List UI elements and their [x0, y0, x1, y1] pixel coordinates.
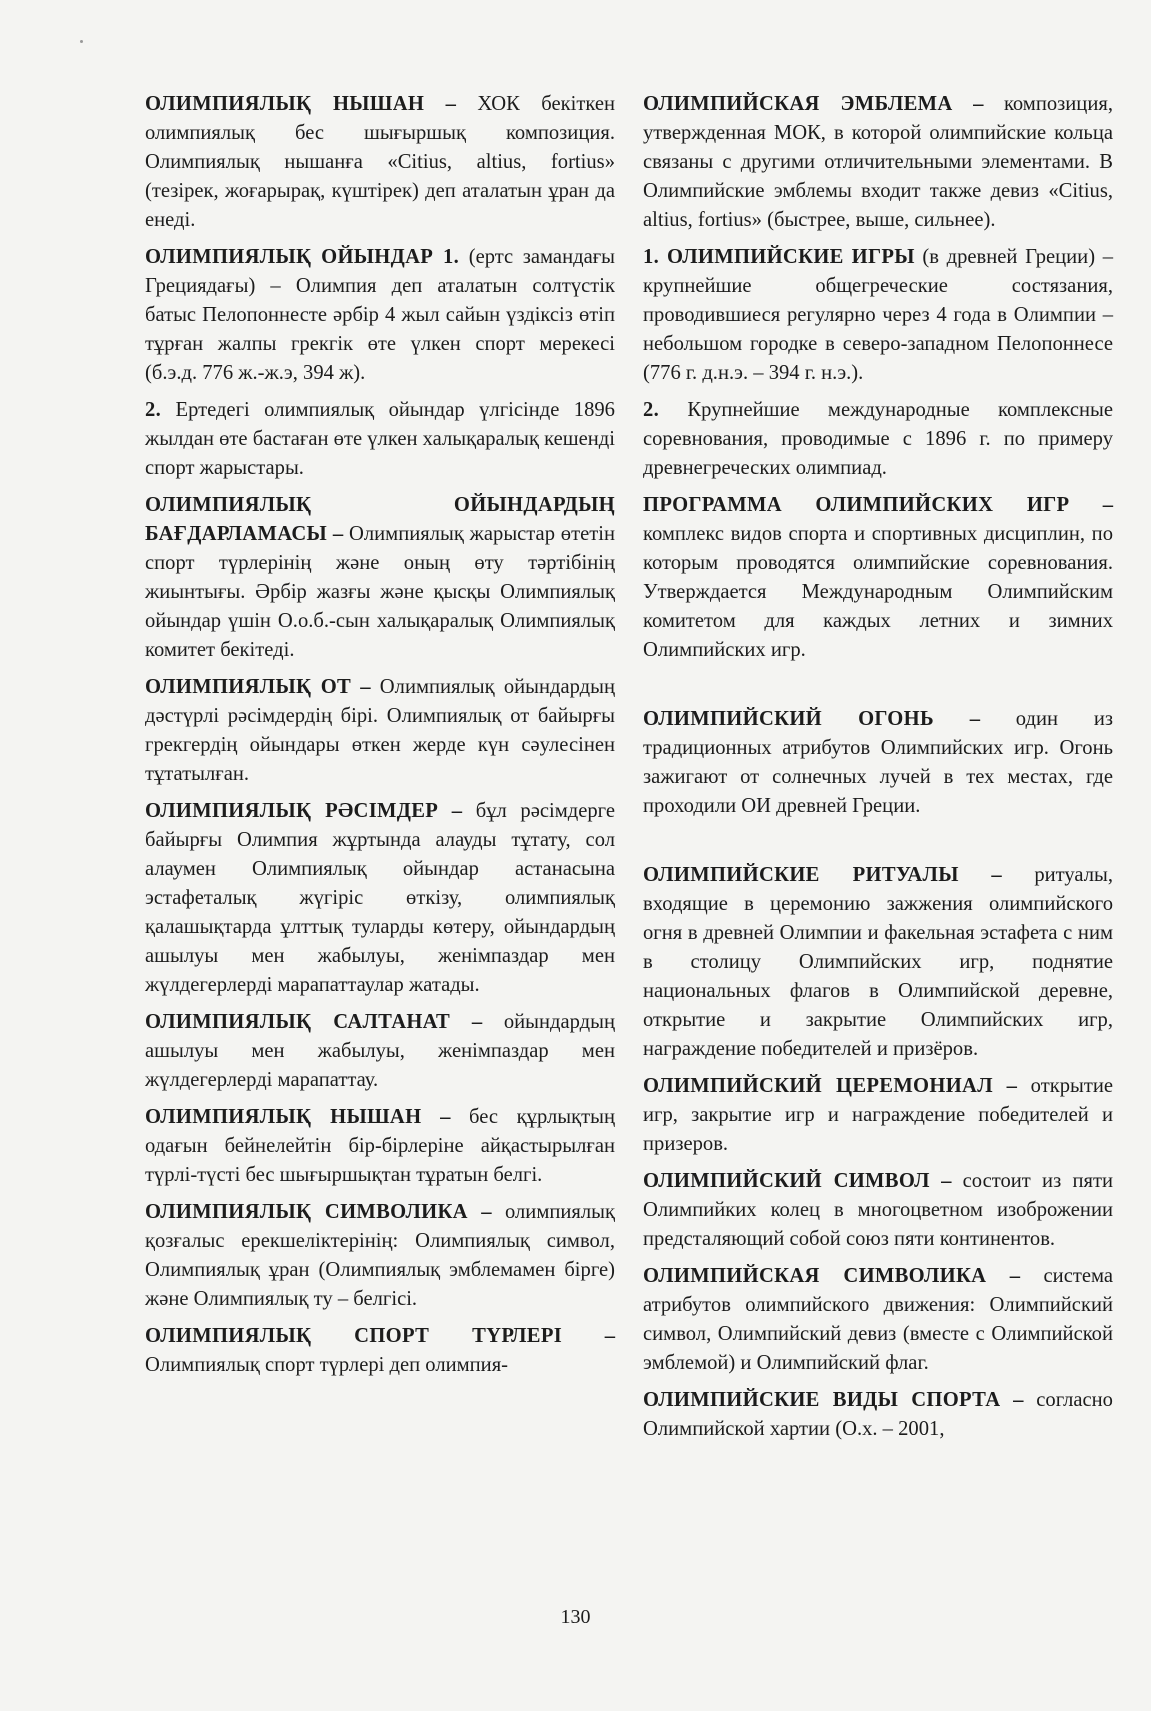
entry: ОЛИМПИЙСКИЙ СИМВОЛ – состоит из пяти Олимпийких колец в многоцветном изоброжении предсталяющий собой союз пяти континентов. [643, 1170, 1113, 1250]
entry-body: Олимпиялық ойындардың дәстүрлі рәсімдердің бірі. Олимпиялық от байырғы грекгердің ойындары өткен жерде күн сәулесінен тұтатылған. [145, 676, 615, 785]
entry-body: ритуалы, входящие в церемонию зажжения олимпийского огня в древней Олимпии и факельная эстафета с ним в столицу Олимпийских игр, поднятие национальных флагов в Олимпийской деревне, открытие и закрытие Олимпийских игр, награждение победителей и призёров. [643, 864, 1113, 1060]
entry-term: ОЛИМПИЙСКИЕ РИТУАЛЫ [643, 864, 959, 886]
entry: ОЛИМПИЙСКИЙ ЦЕРЕМОНИАЛ – открытие игр, закрытие игр и награждение победителей и призеров. [643, 1075, 1113, 1155]
entry-term: 1. ОЛИМПИЙСКИЕ ИГРЫ [643, 246, 915, 268]
entry-body: композиция, утвержденная МОК, в которой олимпийские кольца связаны с другими отличительными элементами. В Олимпийские эмблемы входит также девиз «Citius, altius, fortius» (быстрее, выше, сильнее). [643, 93, 1113, 231]
entry-term: ПРОГРАММА ОЛИМПИЙСКИХ ИГР [643, 494, 1070, 516]
entry-term: ОЛИМПИЯЛЫҚ ОТ [145, 676, 352, 698]
entry-body: система атрибутов олимпийского движения: Олимпийский символ, Олимпийский девиз (вместе с Олимпийской эмблемой) и Олимпийский флаг. [643, 1265, 1114, 1374]
entry-body: ойындардың ашылуы мен жабылуы, женімпаздар мен жүлдегерлерді марапаттау. [145, 1011, 616, 1091]
entry: ОЛИМПИЯЛЫҚ ОЙЫНДАРДЫҢ БАҒДАРЛАМАСЫ – Олимпиялық жарыстар өтетін спорт түрлерінің және оның өту тәртібінің жиынтығы. Әрбір жазғы және қысқы Олимпиялық ойындар үшін О.о.б.-сын халықаралық Олимпиялық комитет бекітеді. [145, 494, 615, 661]
entry: ОЛИМПИЙСКАЯ СИМВОЛИКА – система атрибутов олимпийского движения: Олимпийский символ, Олимпийский девиз (вместе с Олимпийской эмблемой) и Олимпийский флаг. [643, 1265, 1114, 1374]
entry: ОЛИМПИЙСКАЯ ЭМБЛЕМА – композиция, утвержденная МОК, в которой олимпийские кольца связаны с другими отличительными элементами. В Олимпийские эмблемы входит также девиз «Citius, altius, fortius» (быстрее, выше, сильнее). [643, 93, 1113, 231]
entry: ОЛИМПИЯЛЫҚ СПОРТ ТҮРЛЕРІ – Олимпиялық спорт түрлері деп олимпия- [145, 1325, 615, 1376]
entry-body: Крупнейшие международные комплексные соревнования, проводимые с 1896 г. по примеру древнегреческих олимпиад. [643, 399, 1113, 479]
entry-term: ОЛИМПИЙСКИЙ ЦЕРЕМОНИАЛ [643, 1075, 993, 1097]
entry-term: ОЛИМПИЙСКИЙ ОГОНЬ [643, 708, 934, 730]
entry-term: ОЛИМПИЙСКИЕ ВИДЫ СПОРТА [643, 1389, 1001, 1411]
entry-body: Ертедегі олимпиялық ойындар үлгісінде 1896 жылдан өте бастаған өте үлкен халықаралық кешенді спорт жарыстары. [145, 399, 615, 479]
entry-term: ОЛИМПИЯЛЫҚ ОЙЫНДАРДЫҢ БАҒДАРЛАМАСЫ [145, 494, 615, 545]
entry-body: (в древней Греции) – крупнейшие общегреческие состязания, проводившиеся регулярно через 4 года в Олимпии – небольшом городке в северо-западном Пелопоннесе (776 г. д.н.э. – 394 г. н.э.). [643, 246, 1113, 384]
entry [145, 396, 615, 483]
left-column [145, 90, 615, 1640]
entry-body: Олимпиялық спорт түрлері деп олимпия- [145, 1354, 509, 1376]
entry-body: открытие игр, закрытие игр и награждение победителей и призеров. [643, 1075, 1113, 1155]
entry-term: 2. [145, 399, 162, 421]
entry-term: ОЛИМПИЯЛЫҚ САЛТАНАТ [145, 1011, 451, 1033]
entry: ОЛИМПИЙСКИЕ РИТУАЛЫ – ритуалы, входящие в церемонию зажжения олимпийского огня в древней Олимпии и факельная эстафета с ним в столицу Олимпийских игр, поднятие национальных флагов в Олимпийской деревне, открытие и закрытие Олимпийских игр, награждение победителей и призёров. [643, 864, 1113, 1060]
entry-term: ОЛИМПИЯЛЫҚ НЫШАН [145, 1106, 422, 1128]
entry [643, 396, 1113, 483]
entry [643, 243, 1113, 388]
entry-body: олимпиялық қозғалыс ерекшеліктерінің: Олимпиялық символ, Олимпиялық ұран (Олимпиялық эмблемамен бірге) және Олимпиялық ту – белгісі. [145, 1201, 615, 1310]
entry-term: ОЛИМПИЯЛЫҚ СИМВОЛИКА [145, 1201, 468, 1223]
entry: ОЛИМПИЯЛЫҚ РӘСІМДЕР – бұл рәсімдерге байырғы Олимпия жұртында алауды тұтату, сол алаумен Олимпиялық ойындар астанасына эстафеталық жүгіріс өткізу, олимпиялық қалашықтарда ұлттық туларды көтеру, ойындардың ашылуы мен жабылуы, женімпаздар мен жүлдегерлерді марапаттаулар жатады. [145, 800, 615, 996]
entry-body: (ертс замандағы Грециядағы) – Олимпия деп аталатын солтүстік батыс Пелопоннесте әрбір 4 жыл сайын үздіксіз өтіп тұрған жалпы грекгік өте үлкен спорт мерекесі (б.э.д. 776 ж.-ж.э, 394 ж). [145, 246, 615, 384]
entry-body: согласно Олимпийской хартии (О.х. – 2001, [643, 1389, 1113, 1440]
entry-body: состоит из пяти Олимпийких колец в многоцветном изоброжении предсталяющий собой союз пяти континентов. [643, 1170, 1113, 1250]
entry: ОЛИМПИЙСКИЙ ОГОНЬ – один из традиционных атрибутов Олимпийских игр. Огонь зажигают от солнечных лучей в тех местах, где проходили ОИ древней Греции. [643, 708, 1113, 817]
entry: ОЛИМПИЯЛЫҚ ОТ – Олимпиялық ойындардың дәстүрлі рәсімдердің бірі. Олимпиялық от байырғы грекгердің ойындары өткен жерде күн сәулесінен тұтатылған. [145, 676, 615, 785]
entry-body: один из традиционных атрибутов Олимпийских игр. Огонь зажигают от солнечных лучей в тех местах, где проходили ОИ древней Греции. [643, 708, 1113, 817]
entry: ОЛИМПИЯЛЫҚ НЫШАН – бес құрлықтың одағын бейнелейтін бір-бірлеріне айқастырылған түрлі-түсті бес шығыршықтан тұратын белгі. [145, 1106, 615, 1186]
entry-body: бес құрлықтың одағын бейнелейтін бір-бірлеріне айқастырылған түрлі-түсті бес шығыршықтан тұратын белгі. [145, 1106, 615, 1186]
entry-term: ОЛИМПИЯЛЫҚ НЫШАН [145, 93, 425, 115]
page-number: 130 [560, 1606, 591, 1628]
entry: ОЛИМПИЯЛЫҚ НЫШАН – ХОК бекіткен олимпиялық бес шығыршық композиция. Олимпиялық нышанға «Citius, altius, fortius» (тезірек, жоғарырақ, күштірек) деп аталатын ұран да енеді. [145, 93, 616, 231]
entry: ОЛИМПИЯЛЫҚ САЛТАНАТ – ойындардың ашылуы мен жабылуы, женімпаздар мен жүлдегерлерді марапаттау. [145, 1011, 616, 1091]
entry: ПРОГРАММА ОЛИМПИЙСКИХ ИГР – комплекс видов спорта и спортивных дисциплин, по которым проводятся олимпийские соревнования. Утверждается Международным Олимпийским комитетом для каждых летних и зимних Олимпийских игр. [643, 494, 1113, 661]
entry-term: ОЛИМПИЯЛЫҚ СПОРТ ТҮРЛЕРІ [145, 1325, 563, 1347]
entry-body: комплекс видов спорта и спортивных дисциплин, по которым проводятся олимпийские соревнования. Утверждается Международным Олимпийским комитетом для каждых летних и зимних Олимпийских игр. [643, 523, 1113, 661]
entry-term: ОЛИМПИЙСКИЙ СИМВОЛ [643, 1170, 930, 1192]
right-column [643, 90, 1113, 1640]
entry: ОЛИМПИЙСКИЕ ВИДЫ СПОРТА – согласно Олимпийской хартии (О.х. – 2001, [643, 1389, 1113, 1440]
entry-term: ОЛИМПИЯЛЫҚ ОЙЫНДАР 1. [145, 246, 460, 268]
entry-term: 2. [643, 399, 660, 421]
entry-term: ОЛИМПИЙСКАЯ ЭМБЛЕМА [643, 93, 953, 115]
entry-body: бұл рәсімдерге байырғы Олимпия жұртында алауды тұтату, сол алаумен Олимпиялық ойындар астанасына эстафеталық жүгіріс өткізу, олимпиялық қалашықтарда ұлттық туларды көтеру, ойындардың ашылуы мен жабылуы, женімпаздар мен жүлдегерлерді марапаттаулар жатады. [145, 800, 615, 996]
page-speck [80, 40, 83, 43]
dictionary-page [145, 90, 1113, 1640]
entry-term: ОЛИМПИЙСКАЯ СИМВОЛИКА [643, 1265, 987, 1287]
entry-body: ХОК бекіткен олимпиялық бес шығыршық композиция. Олимпиялық нышанға «Citius, altius, fortius» (тезірек, жоғарырақ, күштірек) деп аталатын ұран да енеді. [145, 93, 616, 231]
entry-term: ОЛИМПИЯЛЫҚ РӘСІМДЕР [145, 800, 439, 822]
entry-body: Олимпиялық жарыстар өтетін спорт түрлерінің және оның өту тәртібінің жиынтығы. Әрбір жазғы және қысқы Олимпиялық ойындар үшін О.о.б.-сын халықаралық Олимпиялық комитет бекітеді. [145, 523, 615, 661]
entry [145, 243, 615, 388]
entry: ОЛИМПИЯЛЫҚ СИМВОЛИКА – олимпиялық қозғалыс ерекшеліктерінің: Олимпиялық символ, Олимпиялық ұран (Олимпиялық эмблемамен бірге) және Олимпиялық ту – белгісі. [145, 1201, 615, 1310]
